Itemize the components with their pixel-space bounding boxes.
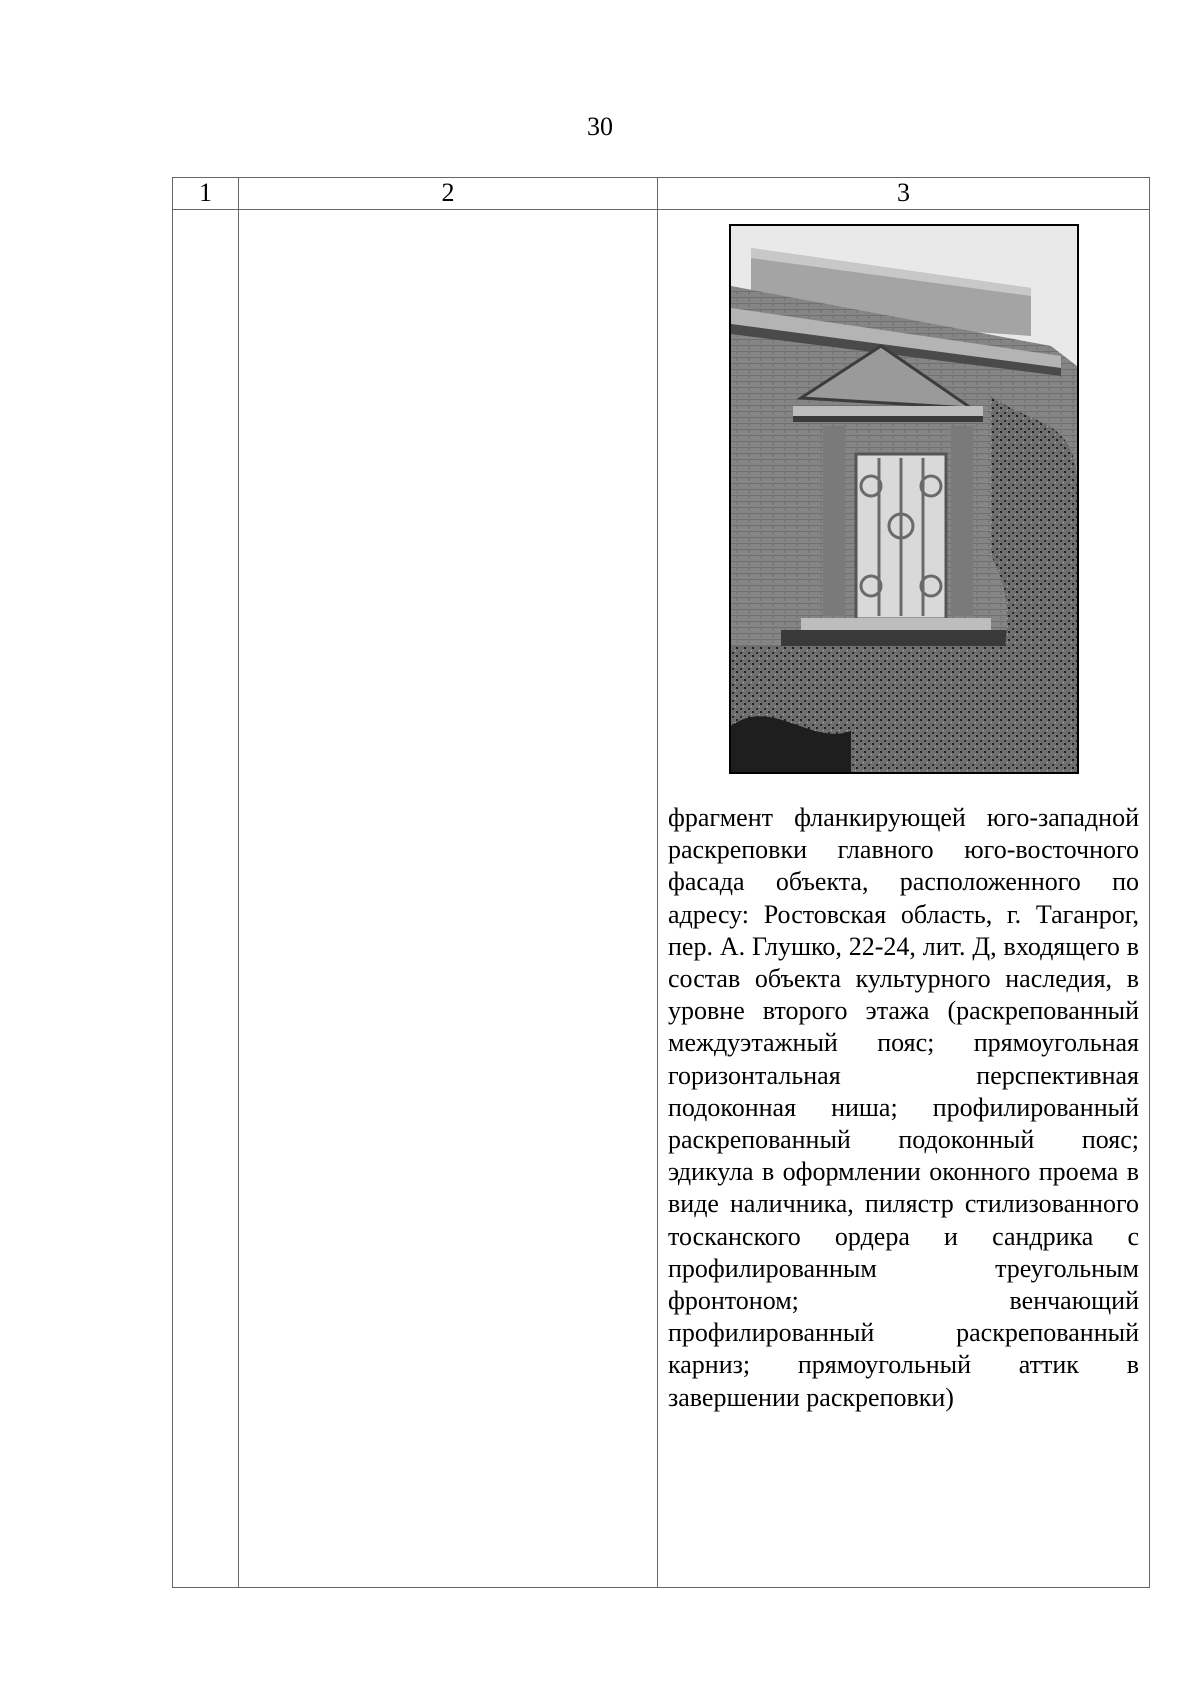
content-table <box>172 177 1150 1588</box>
photo-container <box>658 224 1149 774</box>
photo-caption: фрагмент фланкирующей юго-западной раскреповки главного юго-восточного фасада объекта, расположенного по адресу: Ростовская область, г. Таганрог, пер. А. Глушко, 22-24, лит. Д, входящего в состав объекта культурного наследия, в уровне второго этажа (раскрепованный междуэтажный пояс; прямоугольная горизонтальная перспективная подоконная ниша; профилированный раскрепованный подоконный пояс; эдикула в оформлении оконного проема в виде наличника, пилястр стилизованного тосканского ордера и сандрика с профилированным треугольным фронтоном; венчающий профилированный раскрепованный карниз; прямоугольный аттик в завершении раскреповки) <box>668 803 1139 1412</box>
facade-photo-icon <box>729 224 1079 774</box>
table-row <box>173 210 1150 1588</box>
table-header-row <box>173 178 1150 210</box>
header-cell-3: 3 <box>658 178 1150 210</box>
row-cell-3 <box>658 210 1150 1588</box>
row-cell-2 <box>239 210 658 1588</box>
row-cell-1 <box>173 210 239 1588</box>
header-cell-1: 1 <box>173 178 239 210</box>
page-number: 30 <box>587 112 613 141</box>
header-cell-2: 2 <box>239 178 658 210</box>
